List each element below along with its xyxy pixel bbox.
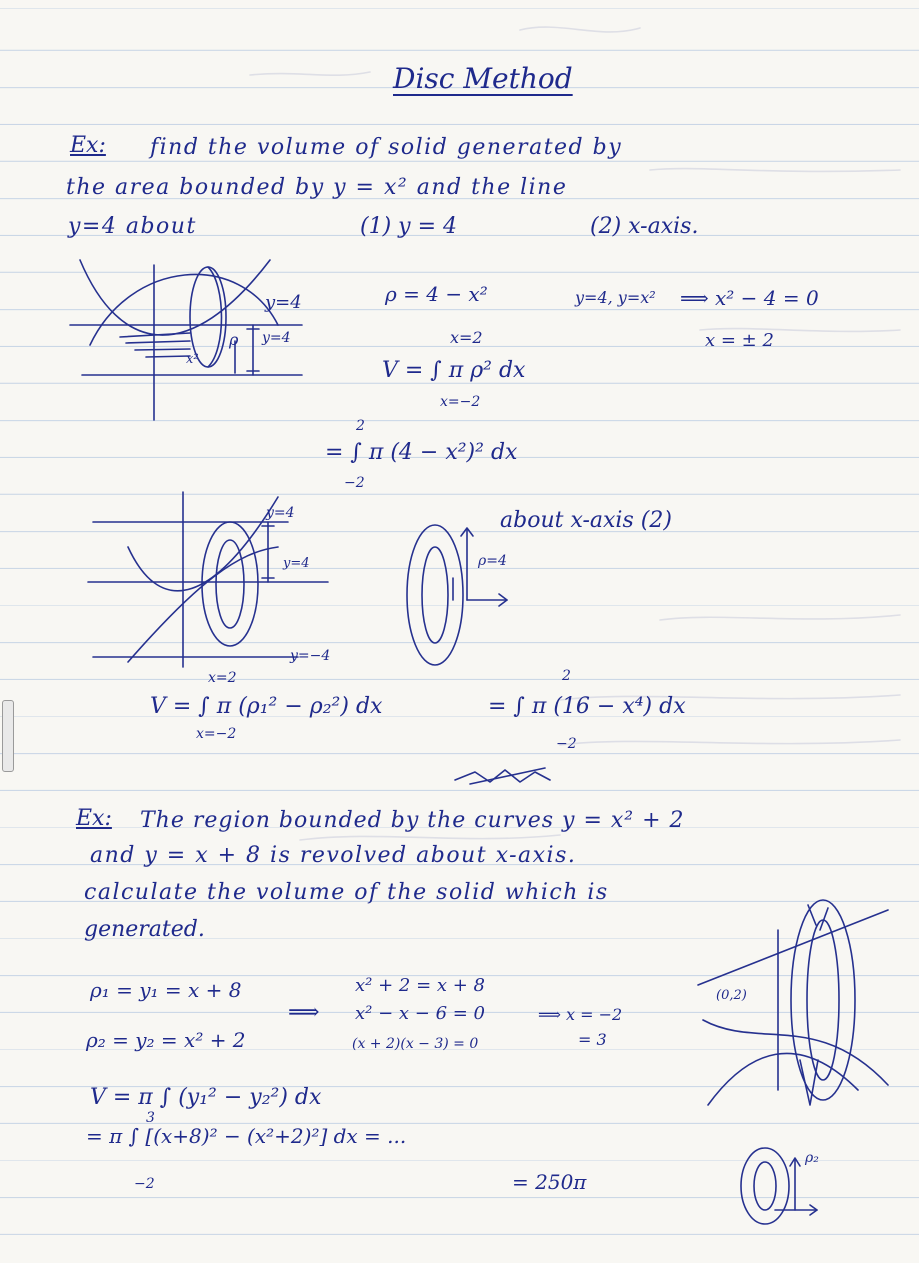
graph1-rho-label: ρ: [229, 330, 239, 349]
ex2-line-4: generated.: [84, 917, 205, 942]
sol1-implies: ⟹ x² − 4 = 0: [680, 286, 819, 310]
ex1-line-1: find the volume of solid generated by: [150, 135, 623, 160]
page-title: Disc Method: [393, 62, 573, 95]
sol3-volume-formula: V = π ∫ (y₁² − y₂²) dx: [90, 1085, 322, 1110]
sol3-roots-1: ⟹ x = −2: [538, 1005, 623, 1024]
sol3-rho-2: ρ₂ = y₂ = x² + 2: [86, 1028, 246, 1052]
graph2-top-label: y=4: [266, 505, 295, 521]
ex2-line-1: The region bounded by the curves y = x² + 2: [140, 808, 685, 833]
sol3-integral-lower: −2: [134, 1176, 155, 1192]
sol2-result-upper: 2: [562, 668, 571, 684]
ex1-part-1: (1) y = 4: [360, 214, 458, 239]
ex2-line-2: and y = x + 8 is revolved about x-axis.: [90, 843, 577, 868]
sol2-result: = ∫ π (16 − x⁴) dx: [488, 694, 686, 719]
sol3-result: = 250π: [512, 1170, 587, 1194]
section-divider-scribble: [450, 762, 570, 792]
sol1-rho-def: ρ = 4 − x²: [385, 282, 488, 306]
graph1-height-label: y=4: [262, 330, 291, 346]
sol1-integral: = ∫ π (4 − x²)² dx: [325, 440, 518, 465]
solid-disc-sketch-2: [735, 1140, 845, 1230]
sol3-integral: = π ∫ [(x+8)² − (x²+2)²] dx = ...: [86, 1124, 407, 1148]
solid-disc-sketch-1: [395, 520, 535, 670]
ex2-line-3: calculate the volume of the solid which is: [84, 880, 609, 905]
ex1-part-2: (2) x-axis.: [590, 214, 699, 239]
sol3-eq-1: x² + 2 = x + 8: [355, 975, 485, 996]
graph1-line-label: y=4: [265, 292, 302, 313]
sol1-lower-limit: x=−2: [440, 394, 481, 410]
sol2-volume-formula: V = ∫ π (ρ₁² − ρ₂²) dx: [150, 694, 383, 719]
graph1-x-label: x²: [186, 352, 199, 367]
ex1-line-2: the area bounded by y = x² and the line: [66, 175, 568, 200]
sol1-integral-upper: 2: [356, 418, 365, 434]
sol3-implies: ⟹: [288, 1000, 320, 1025]
sol1-volume-formula: V = ∫ π ρ² dx: [382, 358, 526, 383]
sol3-integral-upper: 3: [146, 1110, 155, 1126]
ex1-heading: Ex:: [70, 133, 106, 158]
sol2-result-lower: −2: [556, 736, 577, 752]
sol3-eq-3: (x + 2)(x − 3) = 0: [352, 1036, 479, 1052]
sol2-upper-limit: x=2: [208, 670, 237, 686]
graph2-bottom-label: y=−4: [290, 648, 331, 664]
sol3-rho-1: ρ₁ = y₁ = x + 8: [90, 978, 242, 1002]
graph2-height-label: y=4: [283, 556, 310, 571]
sol3-roots-2: = 3: [578, 1030, 607, 1049]
sol1-upper-limit: x=2: [450, 328, 483, 347]
graph-region-between-curves: [698, 890, 898, 1130]
sol1-curves: y=4, y=x²: [575, 288, 656, 307]
sol2-heading: about x-axis (2): [500, 508, 672, 533]
graph3-point-label: (0,2): [716, 988, 747, 1003]
graph3-rho-label: ρ₂: [805, 1150, 819, 1166]
sol2-rho-label: ρ=4: [478, 553, 507, 569]
sol1-roots: x = ± 2: [705, 330, 774, 351]
ex2-heading: Ex:: [76, 806, 112, 831]
ex1-line-3: y=4 about: [68, 214, 197, 239]
binder-clip: [2, 700, 14, 772]
sol3-eq-2: x² − x − 6 = 0: [355, 1003, 485, 1024]
sol1-integral-lower: −2: [344, 475, 365, 491]
graph-rotation-about-y4: [40, 255, 340, 425]
sol2-lower-limit: x=−2: [196, 726, 237, 742]
